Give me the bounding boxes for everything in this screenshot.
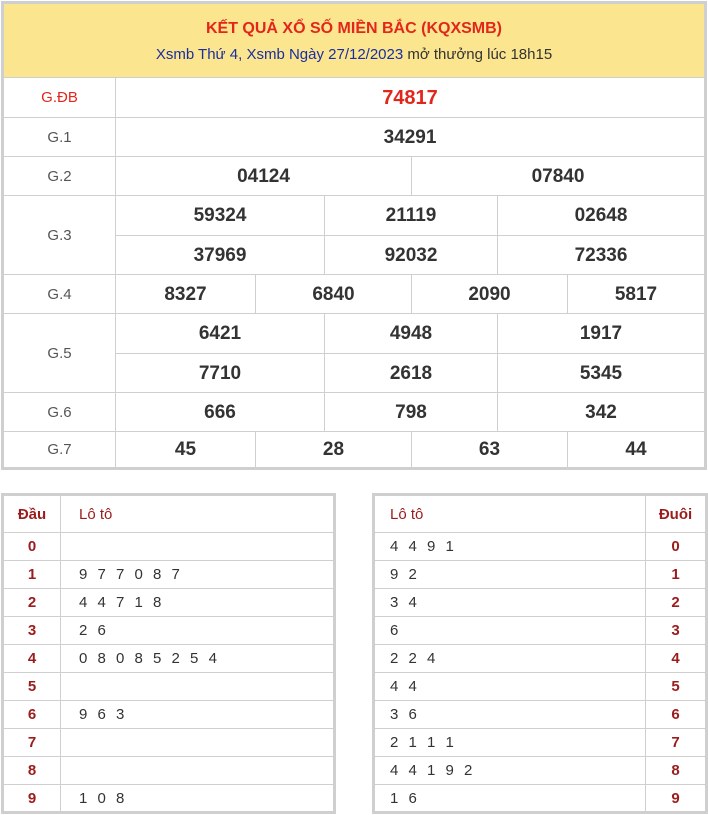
table-row [4, 756, 333, 784]
prize-label: G.2 [4, 157, 116, 195]
dau-column-header: Đầu [4, 496, 61, 532]
loto-duoi-table [372, 493, 708, 814]
loto-column-header: Lô tô [390, 505, 424, 523]
prize-label: G.6 [4, 393, 116, 431]
loto-digits: 1 6 [390, 790, 420, 807]
dau-digit: 7 [4, 729, 61, 756]
table-row [375, 784, 705, 812]
duoi-digit: 6 [645, 701, 705, 728]
table-row [375, 616, 705, 644]
dau-digit: 4 [4, 645, 61, 672]
prize-label: G.3 [4, 196, 116, 274]
table-row [4, 644, 333, 672]
table-row [4, 672, 333, 700]
prize-number: 45 [174, 439, 197, 460]
dau-digit: 2 [4, 589, 61, 616]
prize-label: G.5 [4, 314, 116, 392]
prize-label: G.ĐB [4, 78, 116, 117]
dau-digit: 6 [4, 701, 61, 728]
loto-digits: 4 4 [390, 678, 420, 695]
results-title: KẾT QUẢ XỔ SỐ MIỀN BẮC (KQXSMB) [205, 20, 502, 37]
dau-digit: 0 [4, 533, 61, 560]
draw-time-text: mở thưởng lúc 18h15 [403, 46, 553, 63]
duoi-digit: 7 [645, 729, 705, 756]
table-row [375, 532, 705, 560]
table-row [4, 700, 333, 728]
results-header [4, 4, 704, 77]
prize-number: 02648 [497, 196, 704, 235]
prize-number: 74817 [382, 86, 438, 109]
table-row [4, 588, 333, 616]
table-row [375, 700, 705, 728]
duoi-digit: 1 [645, 561, 705, 588]
loto-digits: 4 4 9 1 [390, 538, 457, 555]
duoi-column-header: Đuôi [645, 496, 705, 532]
prize-number: 5345 [497, 353, 704, 393]
prize-number: 6421 [198, 322, 242, 344]
prize-number: 04124 [237, 165, 290, 187]
prize-number: 666 [204, 401, 236, 423]
loto-digits: 3 6 [390, 706, 420, 723]
duoi-digit: 3 [645, 617, 705, 644]
prize-number: 44 [567, 432, 704, 468]
table-row [375, 588, 705, 616]
loto-digits: 2 6 [79, 622, 109, 639]
loto-digits: 2 2 4 [390, 650, 439, 667]
dau-digit: 3 [4, 617, 61, 644]
prize-label: G.1 [4, 118, 116, 156]
prize-number: 2618 [324, 353, 497, 393]
prize-number: 8327 [164, 283, 207, 305]
table-header [375, 496, 705, 532]
prize-row-g1 [4, 117, 704, 156]
table-row [375, 560, 705, 588]
prize-row-g6 [4, 392, 704, 431]
duoi-digit: 8 [645, 757, 705, 784]
loto-column-header: Lô tô [79, 505, 113, 523]
table-row [375, 756, 705, 784]
prize-number: 63 [411, 432, 567, 468]
prize-row-g2 [4, 156, 704, 195]
duoi-digit: 0 [645, 533, 705, 560]
results-subtitle [4, 46, 704, 63]
table-row [4, 728, 333, 756]
prize-number: 21119 [324, 196, 497, 235]
prize-number: 37969 [116, 235, 324, 275]
prize-number: 5817 [567, 275, 704, 314]
prize-row-g5 [4, 313, 704, 392]
loto-digits: 3 4 [390, 594, 420, 611]
prize-row-g7 [4, 431, 704, 467]
table-row [4, 560, 333, 588]
loto-digits: 0 8 0 8 5 2 5 4 [79, 650, 220, 667]
prize-label: G.7 [4, 432, 116, 467]
table-row [4, 616, 333, 644]
duoi-digit: 2 [645, 589, 705, 616]
results-table [1, 1, 707, 470]
prize-row-g4 [4, 274, 704, 313]
table-row [4, 532, 333, 560]
dau-digit: 9 [4, 785, 61, 812]
loto-digits: 1 0 8 [79, 790, 128, 807]
prize-number: 7710 [116, 353, 324, 393]
duoi-digit: 4 [645, 645, 705, 672]
table-row [4, 784, 333, 812]
loto-dau-table [1, 493, 336, 814]
loto-digits: 9 6 3 [79, 706, 128, 723]
dau-digit: 1 [4, 561, 61, 588]
prize-row-gdb [4, 77, 704, 117]
loto-digits: 6 [390, 622, 402, 639]
prize-number: 72336 [497, 235, 704, 275]
loto-digits: 9 7 7 0 8 7 [79, 566, 183, 583]
prize-row-g3 [4, 195, 704, 274]
dau-digit: 8 [4, 757, 61, 784]
prize-number: 6840 [255, 275, 411, 314]
table-row [375, 728, 705, 756]
prize-number: 1917 [497, 314, 704, 353]
loto-digits: 2 1 1 1 [390, 734, 457, 751]
prize-label: G.4 [4, 275, 116, 313]
prize-number: 2090 [411, 275, 567, 314]
draw-date-link[interactable]: Xsmb Thứ 4, Xsmb Ngày 27/12/2023 [155, 46, 404, 63]
table-header [4, 496, 333, 532]
duoi-digit: 5 [645, 673, 705, 700]
loto-digits: 4 4 7 1 8 [79, 594, 165, 611]
prize-number: 342 [497, 393, 704, 432]
table-row [375, 644, 705, 672]
prize-number: 59324 [193, 204, 247, 226]
dau-digit: 5 [4, 673, 61, 700]
loto-digits: 4 4 1 9 2 [390, 762, 476, 779]
duoi-digit: 9 [645, 785, 705, 812]
prize-number: 34291 [383, 126, 437, 148]
loto-digits: 9 2 [390, 566, 420, 583]
prize-number: 4948 [324, 314, 497, 353]
prize-number: 92032 [324, 235, 497, 275]
table-row [375, 672, 705, 700]
prize-number: 798 [324, 393, 497, 432]
prize-number: 28 [255, 432, 411, 468]
prize-number: 07840 [411, 157, 704, 196]
